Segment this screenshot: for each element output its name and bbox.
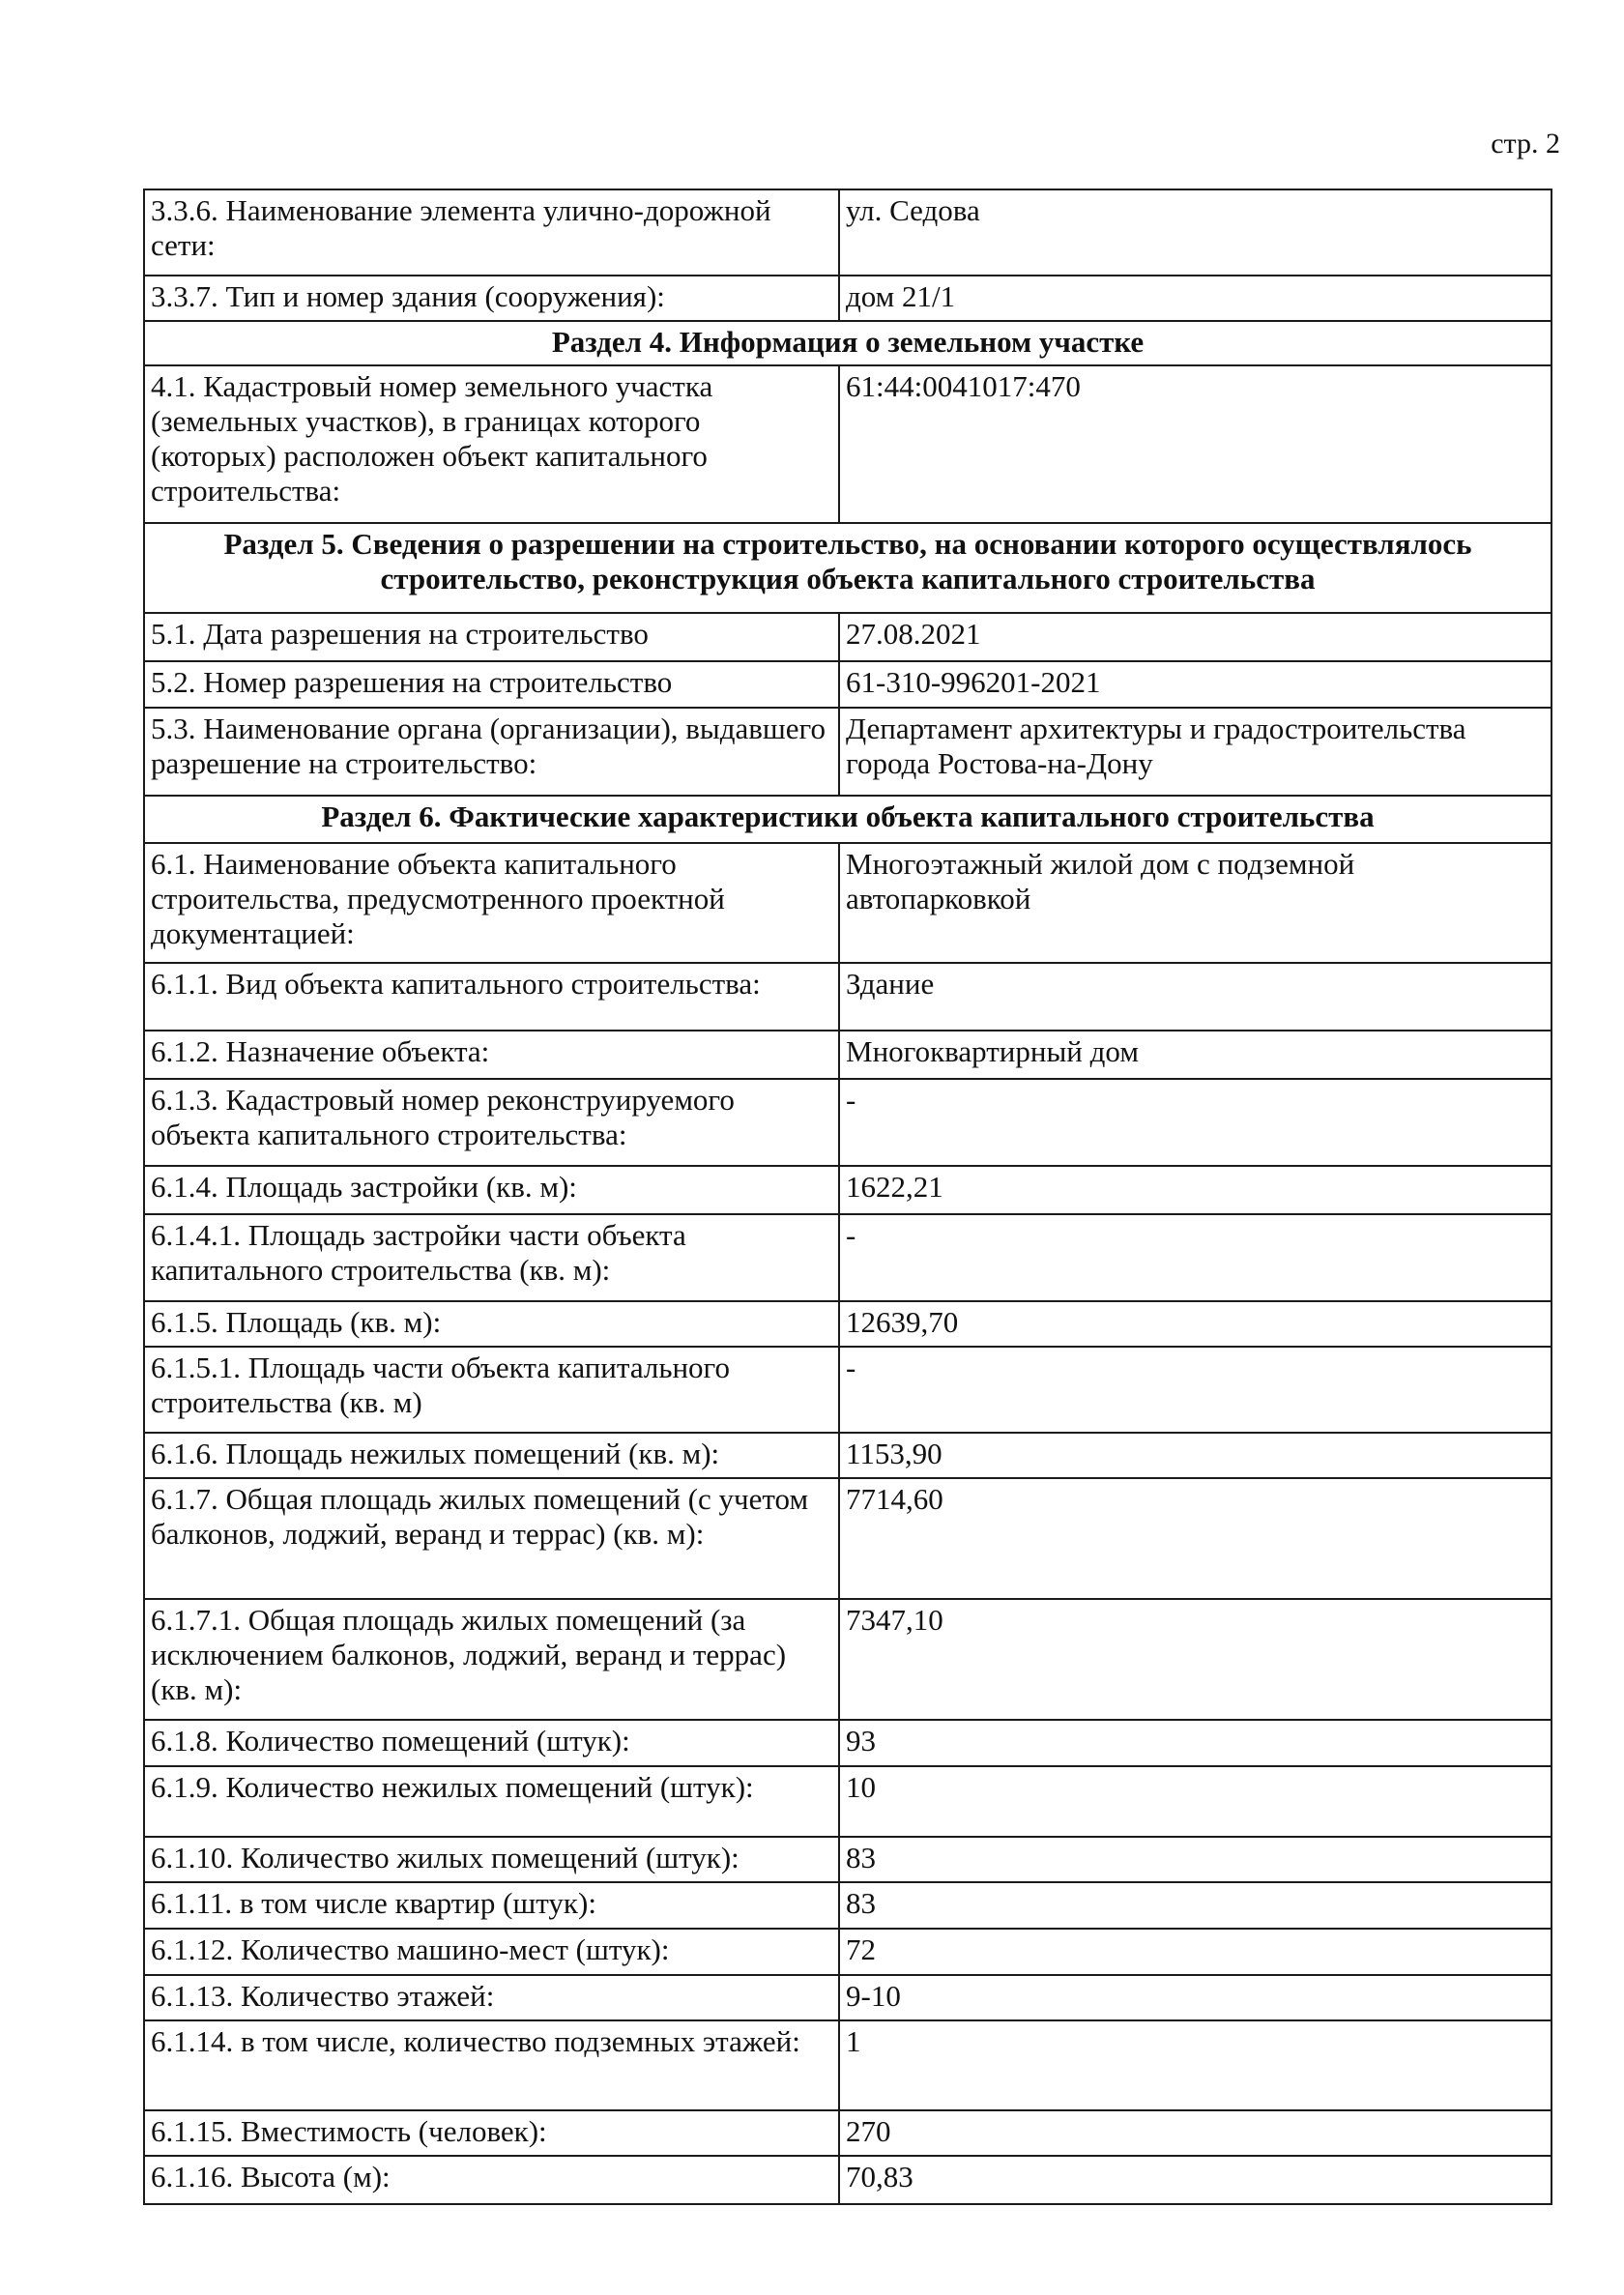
table-row — [144, 1079, 1552, 1166]
field-value: 12639,70 — [839, 1301, 1552, 1347]
field-value: ул. Седова — [839, 189, 1552, 276]
section-header-row — [144, 523, 1552, 613]
section-title: Раздел 5. Сведения о разрешении на строительство, на основании которого осуществлялось строительство, реконструкция объекта капитального строительства — [144, 523, 1552, 613]
field-value: Многоквартирный дом — [839, 1031, 1552, 1079]
field-value: 10 — [839, 1766, 1552, 1837]
field-label: 6.1.2. Назначение объекта: — [144, 1031, 839, 1079]
field-value: 1622,21 — [839, 1166, 1552, 1214]
field-label: 6.1.5.1. Площадь части объекта капитального строительства (кв. м) — [144, 1347, 839, 1433]
table-row — [144, 613, 1552, 661]
field-label: 6.1.12. Количество машино-мест (штук): — [144, 1929, 839, 1975]
field-value: Здание — [839, 963, 1552, 1031]
field-value: 93 — [839, 1720, 1552, 1766]
field-label: 6.1.8. Количество помещений (штук): — [144, 1720, 839, 1766]
field-label: 3.3.7. Тип и номер здания (сооружения): — [144, 276, 839, 321]
table-row — [144, 1347, 1552, 1433]
permit-data-table — [143, 189, 1552, 2205]
field-value: 9-10 — [839, 1975, 1552, 2020]
field-value: 1153,90 — [839, 1433, 1552, 1478]
table-row — [144, 1599, 1552, 1720]
table-row — [144, 1975, 1552, 2020]
page-number: стр. 2 — [1491, 128, 1560, 160]
table-row — [144, 2020, 1552, 2110]
table-row — [144, 1837, 1552, 1882]
table-row — [144, 1720, 1552, 1766]
table-row — [144, 365, 1552, 523]
table-row — [144, 1031, 1552, 1079]
field-value: Многоэтажный жилой дом с подземной автопарковкой — [839, 843, 1552, 963]
field-label: 6.1.9. Количество нежилых помещений (штук): — [144, 1766, 839, 1837]
table-row — [144, 1766, 1552, 1837]
field-value: 70,83 — [839, 2156, 1552, 2204]
field-label: 6.1.11. в том числе квартир (штук): — [144, 1882, 839, 1929]
field-label: 6.1.4. Площадь застройки (кв. м): — [144, 1166, 839, 1214]
table-row — [144, 1301, 1552, 1347]
field-value: 27.08.2021 — [839, 613, 1552, 661]
field-label: 6.1.7. Общая площадь жилых помещений (с учетом балконов, лоджий, веранд и террас) (кв. м): — [144, 1478, 839, 1599]
field-label: 6.1. Наименование объекта капитального строительства, предусмотренного проектной документацией: — [144, 843, 839, 963]
field-label: 6.1.10. Количество жилых помещений (штук): — [144, 1837, 839, 1882]
field-value: - — [839, 1214, 1552, 1301]
section-title: Раздел 6. Фактические характеристики объекта капитального строительства — [144, 796, 1552, 843]
field-label: 6.1.4.1. Площадь застройки части объекта капитального строительства (кв. м): — [144, 1214, 839, 1301]
table-row — [144, 708, 1552, 796]
field-label: 6.1.5. Площадь (кв. м): — [144, 1301, 839, 1347]
table-row — [144, 276, 1552, 321]
section-header-row — [144, 796, 1552, 843]
field-value: дом 21/1 — [839, 276, 1552, 321]
field-label: 6.1.7.1. Общая площадь жилых помещений (за исключением балконов, лоджий, веранд и террас) (кв. м): — [144, 1599, 839, 1720]
field-label: 6.1.3. Кадастровый номер реконструируемого объекта капитального строительства: — [144, 1079, 839, 1166]
table-row — [144, 963, 1552, 1031]
field-label: 6.1.1. Вид объекта капитального строительства: — [144, 963, 839, 1031]
section-header-row — [144, 321, 1552, 365]
table-row — [144, 2110, 1552, 2156]
field-label: 6.1.15. Вместимость (человек): — [144, 2110, 839, 2156]
table-row — [144, 1166, 1552, 1214]
field-value: 61-310-996201-2021 — [839, 661, 1552, 708]
field-value: 83 — [839, 1837, 1552, 1882]
field-value: 1 — [839, 2020, 1552, 2110]
field-value: 270 — [839, 2110, 1552, 2156]
field-value: 72 — [839, 1929, 1552, 1975]
field-label: 5.2. Номер разрешения на строительство — [144, 661, 839, 708]
table-row — [144, 1929, 1552, 1975]
table-row — [144, 1214, 1552, 1301]
table-row — [144, 189, 1552, 276]
field-value: 7714,60 — [839, 1478, 1552, 1599]
field-label: 6.1.16. Высота (м): — [144, 2156, 839, 2204]
field-value: 83 — [839, 1882, 1552, 1929]
table-row — [144, 1882, 1552, 1929]
field-value: 61:44:0041017:470 — [839, 365, 1552, 523]
field-label: 6.1.6. Площадь нежилых помещений (кв. м): — [144, 1433, 839, 1478]
section-title: Раздел 4. Информация о земельном участке — [144, 321, 1552, 365]
table-row — [144, 661, 1552, 708]
field-value: - — [839, 1079, 1552, 1166]
field-label: 5.3. Наименование органа (организации), выдавшего разрешение на строительство: — [144, 708, 839, 796]
field-value: Департамент архитектуры и градостроительства города Ростова-на-Дону — [839, 708, 1552, 796]
field-label: 5.1. Дата разрешения на строительство — [144, 613, 839, 661]
field-value: - — [839, 1347, 1552, 1433]
table-row — [144, 2156, 1552, 2204]
field-label: 6.1.13. Количество этажей: — [144, 1975, 839, 2020]
table-row — [144, 1433, 1552, 1478]
table-row — [144, 843, 1552, 963]
field-value: 7347,10 — [839, 1599, 1552, 1720]
table-row — [144, 1478, 1552, 1599]
field-label: 4.1. Кадастровый номер земельного участка (земельных участков), в границах которого (которых) расположен объект капитального строительства: — [144, 365, 839, 523]
field-label: 3.3.6. Наименование элемента улично-дорожной сети: — [144, 189, 839, 276]
field-label: 6.1.14. в том числе, количество подземных этажей: — [144, 2020, 839, 2110]
